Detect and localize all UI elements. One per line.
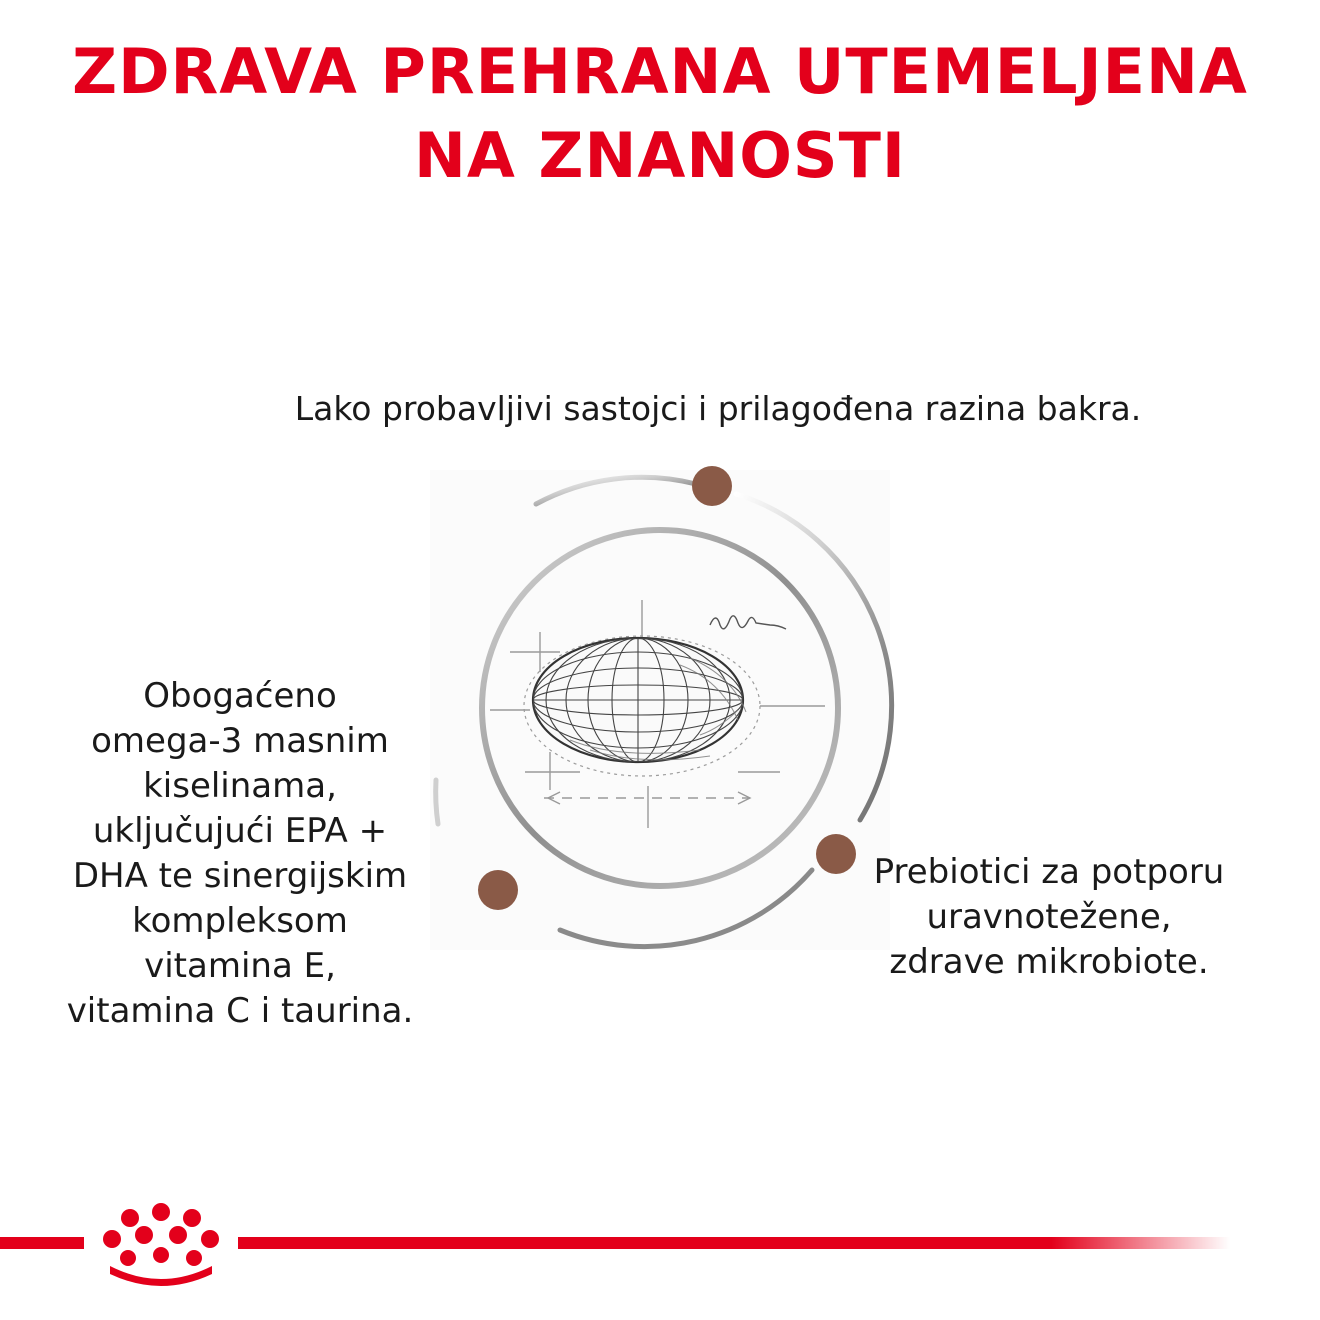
benefit-omega3-line: kiselinama, <box>143 766 337 806</box>
kibble-illustration <box>420 460 900 960</box>
benefit-prebiotics-line: zdrave mikrobiote. <box>889 942 1209 982</box>
benefit-omega3-line: Obogaćeno <box>143 676 337 716</box>
brand-footer-bar <box>0 1200 1320 1290</box>
benefit-omega3-line: omega-3 masnim <box>91 721 389 761</box>
headline-line-2: NA ZNANOSTI <box>414 119 906 192</box>
benefit-omega3-line: DHA te sinergijskim <box>72 856 408 896</box>
benefit-digestibility: Lako probavljivi sastojci i prilagođena razina bakra. <box>294 389 1142 428</box>
benefit-prebiotics-line: Prebiotici za potporu <box>873 852 1225 892</box>
benefit-omega3-line: uključujući EPA + <box>92 811 388 851</box>
benefit-omega3-line: vitamina E, <box>144 946 336 986</box>
benefit-omega3-line: vitamina C i taurina. <box>66 991 414 1031</box>
benefit-omega3-line: kompleksom <box>132 901 348 941</box>
benefit-omega3 <box>50 674 430 1034</box>
kibble-sketch-icon <box>420 460 900 960</box>
benefit-prebiotics-line: uravnotežene, <box>926 897 1172 937</box>
benefit-prebiotics <box>848 850 1250 985</box>
headline <box>0 30 1320 198</box>
royal-crown-logo <box>0 1200 1320 1290</box>
headline-line-1: ZDRAVA PREHRANA UTEMELJENA <box>72 35 1248 108</box>
